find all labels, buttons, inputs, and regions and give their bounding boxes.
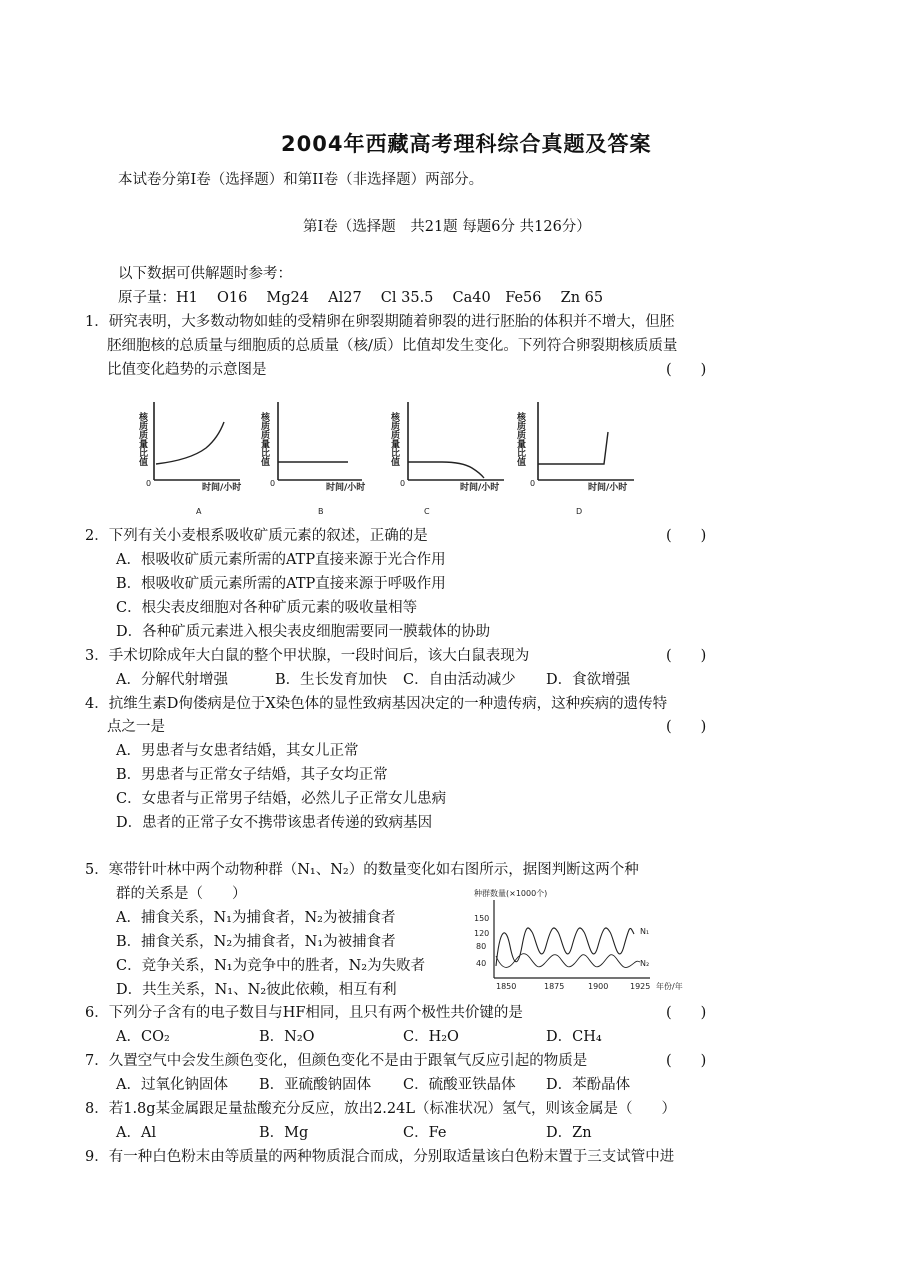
q7-option-b: B．亚硫酸钠固体 bbox=[259, 1077, 372, 1093]
q5-ytick-80: 80 bbox=[476, 942, 487, 951]
q6-option-c: C．H₂O bbox=[403, 1029, 459, 1045]
q3-stem: 3．手术切除成年大白鼠的整个甲状腺，一段时间后，该大白鼠表现为 bbox=[85, 648, 530, 664]
q3-option-b: B．生长发育加快 bbox=[275, 672, 388, 688]
graph-c-origin: 0 bbox=[400, 479, 406, 488]
q5-label-n2: N₂ bbox=[640, 959, 650, 968]
q8-option-c: C．Fe bbox=[403, 1125, 447, 1141]
q8-option-b: B．Mg bbox=[259, 1125, 309, 1141]
q5-ytick-120: 120 bbox=[474, 929, 490, 938]
q9-line1: 9．有一种白色粉末由等质量的两种物质混合而成，分别取适量该白色粉末置于三支试管中进 bbox=[85, 1149, 675, 1165]
q5-ytick-40: 40 bbox=[476, 959, 487, 968]
q2-answer-paren: ( ) bbox=[666, 528, 707, 544]
q5-option-c: C．竞争关系，N₁为竞争中的胜者，N₂为失败者 bbox=[116, 958, 426, 974]
graph-b-letter: B bbox=[318, 507, 324, 516]
q7-option-a: A．过氧化钠固体 bbox=[116, 1077, 228, 1093]
graph-b-xlabel: 时间/小时 bbox=[326, 483, 366, 493]
q2-stem: 2．下列有关小麦根系吸收矿质元素的叙述，正确的是 bbox=[85, 528, 428, 544]
q5-option-a: A．捕食关系，N₁为捕食者，N₂为被捕食者 bbox=[116, 910, 396, 926]
graph-b-ylabel: 核质质量比值 bbox=[259, 412, 269, 466]
q2-option-b: B．根吸收矿质元素所需的ATP直接来源于呼吸作用 bbox=[116, 576, 446, 592]
reference-label: 以下数据可供解题时参考： bbox=[118, 266, 292, 282]
page-title: 2004年西藏高考理科综合真题及答案 bbox=[281, 132, 652, 156]
intro-text: 本试卷分第I卷（选择题）和第II卷（非选择题）两部分。 bbox=[118, 172, 484, 188]
q7-option-c: C．硫酸亚铁晶体 bbox=[403, 1077, 516, 1093]
q1-line1: 1．研究表明，大多数动物如蛙的受精卵在卵裂期随着卵裂的进行胚胎的体积并不增大，但胚 bbox=[85, 314, 675, 330]
graph-d-ylabel: 核质质量比值 bbox=[515, 412, 525, 466]
graph-a-ylabel: 核质质量比值 bbox=[137, 412, 147, 466]
q4-answer-paren: ( ) bbox=[666, 719, 707, 735]
q5-xtick-1900: 1900 bbox=[588, 982, 609, 991]
q5-xunit: 年份/年 bbox=[656, 982, 683, 991]
q8-option-a: A．Al bbox=[116, 1125, 157, 1141]
q5-line1: 5．寒带针叶林中两个动物种群（N₁、N₂）的数量变化如右图所示，据图判断这两个种 bbox=[85, 862, 639, 878]
q5-chart-ylabel: 种群数量(×1000个) bbox=[474, 889, 548, 898]
q1-line2: 胚细胞核的总质量与细胞质的总质量（核/质）比值却发生变化。下列符合卵裂期核质质量 bbox=[107, 338, 678, 354]
q5-xtick-1850: 1850 bbox=[496, 982, 517, 991]
q5-population-chart bbox=[470, 886, 700, 996]
graph-a-letter: A bbox=[196, 507, 202, 516]
q5-option-b: B．捕食关系，N₂为捕食者，N₁为被捕食者 bbox=[116, 934, 396, 950]
q3-option-d: D．食欲增强 bbox=[546, 672, 631, 688]
q6-option-a: A．CO₂ bbox=[116, 1029, 170, 1045]
q5-option-d: D．共生关系，N₁、N₂彼此依赖，相互有利 bbox=[116, 982, 397, 998]
graph-d-xlabel: 时间/小时 bbox=[588, 483, 628, 493]
q5-curve-n1 bbox=[496, 928, 634, 966]
graph-a-xlabel: 时间/小时 bbox=[202, 483, 242, 493]
q5-label-n1: N₁ bbox=[640, 927, 650, 936]
q7-option-d: D．苯酚晶体 bbox=[546, 1077, 631, 1093]
q7-stem: 7．久置空气中会发生颜色变化，但颜色变化不是由于跟氧气反应引起的物质是 bbox=[85, 1053, 588, 1069]
q4-option-d: D．患者的正常子女不携带该患者传递的致病基因 bbox=[116, 815, 433, 831]
part1-header: 第I卷（选择题 共21题 每题6分 共126分） bbox=[303, 219, 591, 235]
q1-graph-b bbox=[259, 398, 372, 518]
q1-graph-a bbox=[137, 398, 250, 518]
q4-option-a: A．男患者与女患者结婚，其女儿正常 bbox=[116, 743, 359, 759]
q4-line1: 4．抗维生素D佝偻病是位于X染色体的显性致病基因决定的一种遗传病，这种疾病的遗传特 bbox=[85, 696, 668, 712]
q4-line2: 点之一是 bbox=[107, 719, 165, 735]
q3-option-c: C．自由活动减少 bbox=[403, 672, 516, 688]
q6-answer-paren: ( ) bbox=[666, 1005, 707, 1021]
graph-b-origin: 0 bbox=[270, 479, 276, 488]
q1-line3: 比值变化趋势的示意图是 bbox=[107, 362, 267, 378]
graph-c-xlabel: 时间/小时 bbox=[460, 483, 500, 493]
q1-graph-c bbox=[389, 398, 512, 518]
graph-a-origin: 0 bbox=[146, 479, 152, 488]
graph-d-origin: 0 bbox=[530, 479, 536, 488]
graph-d-letter: D bbox=[576, 507, 583, 516]
q8-option-d: D．Zn bbox=[546, 1125, 592, 1141]
q8-stem: 8．若1.8g某金属跟足量盐酸充分反应，放出2.24L（标准状况）氢气，则该金属是（ ） bbox=[85, 1101, 676, 1117]
q7-answer-paren: ( ) bbox=[666, 1053, 707, 1069]
q5-ytick-150: 150 bbox=[474, 914, 490, 923]
q3-option-a: A．分解代射增强 bbox=[116, 672, 228, 688]
atomic-mass-line: 原子量：H1 O16 Mg24 Al27 Cl 35.5 Ca40 Fe56 Zn 65 bbox=[118, 290, 604, 306]
q1-graph-d bbox=[515, 398, 638, 518]
q2-option-c: C．根尖表皮细胞对各种矿质元素的吸收量相等 bbox=[116, 600, 418, 616]
q1-answer-paren: ( ) bbox=[666, 362, 707, 378]
q6-stem: 6．下列分子含有的电子数目与HF相同，且只有两个极性共价键的是 bbox=[85, 1005, 523, 1021]
q4-option-b: B．男患者与正常女子结婚，其子女均正常 bbox=[116, 767, 388, 783]
q5-xtick-1925: 1925 bbox=[630, 982, 651, 991]
q6-option-b: B．N₂O bbox=[259, 1029, 315, 1045]
graph-c-ylabel: 核质质量比值 bbox=[389, 412, 399, 466]
q3-answer-paren: ( ) bbox=[666, 648, 707, 664]
q5-line2: 群的关系是（ ） bbox=[116, 886, 247, 902]
q4-option-c: C．女患者与正常男子结婚，必然儿子正常女儿患病 bbox=[116, 791, 447, 807]
q2-option-a: A．根吸收矿质元素所需的ATP直接来源于光合作用 bbox=[116, 552, 446, 568]
q5-xtick-1875: 1875 bbox=[544, 982, 565, 991]
q6-option-d: D．CH₄ bbox=[546, 1029, 602, 1045]
q2-option-d: D．各种矿质元素进入根尖表皮细胞需要同一膜载体的协助 bbox=[116, 624, 491, 640]
graph-c-letter: C bbox=[424, 507, 430, 516]
